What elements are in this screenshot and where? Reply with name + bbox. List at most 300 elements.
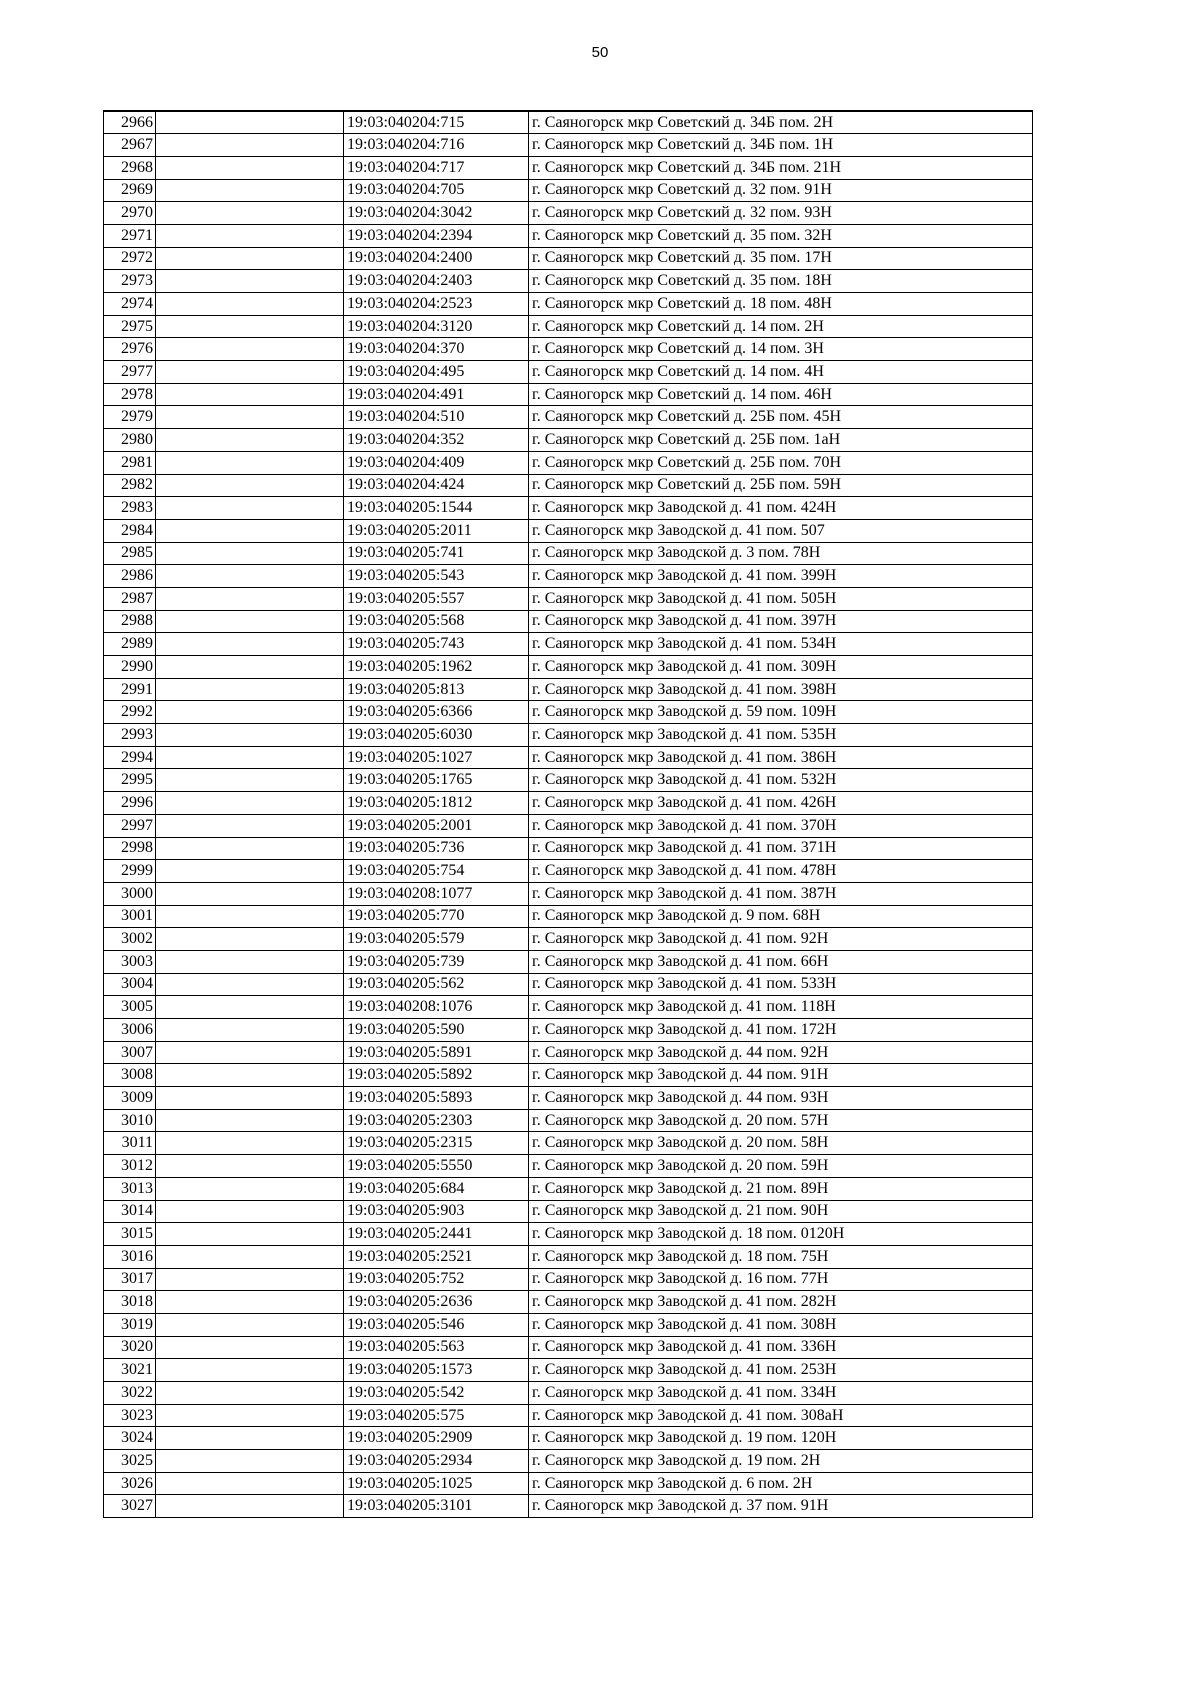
empty-cell: [156, 928, 344, 951]
page-number: 50: [591, 44, 609, 61]
row-number-cell: 2972: [104, 247, 156, 270]
row-number-cell: 2967: [104, 134, 156, 157]
table-row: [104, 1155, 1033, 1178]
cadastral-number-cell: 19:03:040204:491: [344, 383, 529, 406]
empty-cell: [156, 1427, 344, 1450]
row-number-cell: 2968: [104, 156, 156, 179]
table-row: [104, 1223, 1033, 1246]
cadastral-number-cell: 19:03:040204:495: [344, 361, 529, 384]
empty-cell: [156, 406, 344, 429]
address-cell: г. Саяногорск мкр Заводской д. 41 пом. 399Н: [529, 565, 1033, 588]
cadastral-number-cell: 19:03:040204:3120: [344, 315, 529, 338]
cadastral-number-cell: 19:03:040205:743: [344, 633, 529, 656]
address-cell: г. Саяногорск мкр Заводской д. 41 пом. 309Н: [529, 656, 1033, 679]
address-cell: г. Саяногорск мкр Заводской д. 41 пом. 92Н: [529, 928, 1033, 951]
empty-cell: [156, 1132, 344, 1155]
address-cell: г. Саяногорск мкр Советский д. 35 пом. 17Н: [529, 247, 1033, 270]
table-row: [104, 1177, 1033, 1200]
address-cell: г. Саяногорск мкр Заводской д. 41 пом. 397Н: [529, 610, 1033, 633]
address-cell: г. Саяногорск мкр Заводской д. 41 пом. 308Н: [529, 1313, 1033, 1336]
table-row: [104, 1268, 1033, 1291]
address-cell: г. Саяногорск мкр Заводской д. 41 пом. 533Н: [529, 973, 1033, 996]
row-number-cell: 3011: [104, 1132, 156, 1155]
table-row: [104, 1382, 1033, 1405]
table-row: [104, 1245, 1033, 1268]
address-cell: г. Саяногорск мкр Заводской д. 41 пом. 426Н: [529, 792, 1033, 815]
row-number-cell: 3013: [104, 1177, 156, 1200]
table-row: [104, 1200, 1033, 1223]
table-row: [104, 451, 1033, 474]
table-row: [104, 134, 1033, 157]
empty-cell: [156, 678, 344, 701]
table-row: [104, 429, 1033, 452]
cadastral-number-cell: 19:03:040205:546: [344, 1313, 529, 1336]
table-row: [104, 1336, 1033, 1359]
cadastral-number-cell: 19:03:040205:2521: [344, 1245, 529, 1268]
cadastral-number-cell: 19:03:040205:1573: [344, 1359, 529, 1382]
table-row: [104, 633, 1033, 656]
address-cell: г. Саяногорск мкр Заводской д. 37 пом. 91Н: [529, 1495, 1033, 1518]
cadastral-number-cell: 19:03:040205:1027: [344, 746, 529, 769]
row-number-cell: 2994: [104, 746, 156, 769]
address-cell: г. Саяногорск мкр Заводской д. 18 пом. 75Н: [529, 1245, 1033, 1268]
empty-cell: [156, 633, 344, 656]
empty-cell: [156, 1404, 344, 1427]
address-cell: г. Саяногорск мкр Советский д. 35 пом. 32Н: [529, 224, 1033, 247]
cadastral-number-cell: 19:03:040205:2315: [344, 1132, 529, 1155]
cadastral-number-cell: 19:03:040205:562: [344, 973, 529, 996]
empty-cell: [156, 542, 344, 565]
row-number-cell: 3004: [104, 973, 156, 996]
empty-cell: [156, 1245, 344, 1268]
address-cell: г. Саяногорск мкр Советский д. 14 пом. 4Н: [529, 361, 1033, 384]
table-row: [104, 814, 1033, 837]
table-row: [104, 542, 1033, 565]
address-cell: г. Саяногорск мкр Заводской д. 41 пом. 535Н: [529, 724, 1033, 747]
address-cell: г. Саяногорск мкр Заводской д. 41 пом. 507: [529, 519, 1033, 542]
table-row: [104, 1472, 1033, 1495]
cadastral-number-cell: 19:03:040205:2636: [344, 1291, 529, 1314]
address-cell: г. Саяногорск мкр Заводской д. 41 пом. 66Н: [529, 950, 1033, 973]
cadastral-number-cell: 19:03:040205:590: [344, 1019, 529, 1042]
cadastral-number-cell: 19:03:040205:736: [344, 837, 529, 860]
address-cell: г. Саяногорск мкр Заводской д. 41 пом. 371Н: [529, 837, 1033, 860]
table-row: [104, 1291, 1033, 1314]
cadastral-number-cell: 19:03:040205:903: [344, 1200, 529, 1223]
row-number-cell: 3000: [104, 882, 156, 905]
empty-cell: [156, 361, 344, 384]
address-cell: г. Саяногорск мкр Советский д. 14 пом. 3Н: [529, 338, 1033, 361]
empty-cell: [156, 474, 344, 497]
address-cell: г. Саяногорск мкр Заводской д. 20 пом. 57Н: [529, 1109, 1033, 1132]
empty-cell: [156, 1109, 344, 1132]
table-row: [104, 1109, 1033, 1132]
row-number-cell: 2979: [104, 406, 156, 429]
address-cell: г. Саяногорск мкр Заводской д. 59 пом. 109Н: [529, 701, 1033, 724]
row-number-cell: 3019: [104, 1313, 156, 1336]
address-cell: г. Саяногорск мкр Заводской д. 41 пом. 308аН: [529, 1404, 1033, 1427]
table-row: [104, 610, 1033, 633]
empty-cell: [156, 1064, 344, 1087]
address-cell: г. Саяногорск мкр Заводской д. 41 пом. 398Н: [529, 678, 1033, 701]
empty-cell: [156, 1223, 344, 1246]
table-row: [104, 928, 1033, 951]
table-row: [104, 1313, 1033, 1336]
address-cell: г. Саяногорск мкр Советский д. 25Б пом. 1аН: [529, 429, 1033, 452]
empty-cell: [156, 746, 344, 769]
row-number-cell: 2975: [104, 315, 156, 338]
address-cell: г. Саяногорск мкр Заводской д. 41 пом. 334Н: [529, 1382, 1033, 1405]
table-row: [104, 474, 1033, 497]
row-number-cell: 2969: [104, 179, 156, 202]
address-cell: г. Саяногорск мкр Советский д. 32 пом. 93Н: [529, 202, 1033, 225]
address-cell: г. Саяногорск мкр Заводской д. 6 пом. 2Н: [529, 1472, 1033, 1495]
empty-cell: [156, 247, 344, 270]
empty-cell: [156, 429, 344, 452]
table-row: [104, 656, 1033, 679]
empty-cell: [156, 701, 344, 724]
address-cell: г. Саяногорск мкр Советский д. 18 пом. 48Н: [529, 293, 1033, 316]
row-number-cell: 3010: [104, 1109, 156, 1132]
address-cell: г. Саяногорск мкр Заводской д. 9 пом. 68Н: [529, 905, 1033, 928]
row-number-cell: 2998: [104, 837, 156, 860]
row-number-cell: 3021: [104, 1359, 156, 1382]
cadastral-number-cell: 19:03:040205:1765: [344, 769, 529, 792]
empty-cell: [156, 1472, 344, 1495]
address-cell: г. Саяногорск мкр Заводской д. 41 пом. 505Н: [529, 587, 1033, 610]
row-number-cell: 2999: [104, 860, 156, 883]
address-cell: г. Саяногорск мкр Заводской д. 41 пом. 172Н: [529, 1019, 1033, 1042]
row-number-cell: 2996: [104, 792, 156, 815]
table-row: [104, 678, 1033, 701]
empty-cell: [156, 1087, 344, 1110]
address-cell: г. Саяногорск мкр Советский д. 34Б пом. 1Н: [529, 134, 1033, 157]
cadastral-number-cell: 19:03:040205:557: [344, 587, 529, 610]
cadastral-number-cell: 19:03:040204:715: [344, 111, 529, 134]
row-number-cell: 3026: [104, 1472, 156, 1495]
row-number-cell: 2989: [104, 633, 156, 656]
row-number-cell: 3012: [104, 1155, 156, 1178]
empty-cell: [156, 383, 344, 406]
cadastral-number-cell: 19:03:040204:352: [344, 429, 529, 452]
empty-cell: [156, 497, 344, 520]
table-row: [104, 701, 1033, 724]
table-row: [104, 406, 1033, 429]
cadastral-number-cell: 19:03:040205:568: [344, 610, 529, 633]
empty-cell: [156, 202, 344, 225]
row-number-cell: 2990: [104, 656, 156, 679]
cadastral-number-cell: 19:03:040205:770: [344, 905, 529, 928]
cadastral-number-cell: 19:03:040205:741: [344, 542, 529, 565]
table-row: [104, 383, 1033, 406]
empty-cell: [156, 837, 344, 860]
row-number-cell: 2966: [104, 111, 156, 134]
row-number-cell: 3005: [104, 996, 156, 1019]
address-cell: г. Саяногорск мкр Заводской д. 16 пом. 77Н: [529, 1268, 1033, 1291]
row-number-cell: 2984: [104, 519, 156, 542]
address-cell: г. Саяногорск мкр Советский д. 34Б пом. 21Н: [529, 156, 1033, 179]
address-cell: г. Саяногорск мкр Заводской д. 41 пом. 478Н: [529, 860, 1033, 883]
table-row: [104, 111, 1033, 134]
address-cell: г. Саяногорск мкр Советский д. 25Б пом. 59Н: [529, 474, 1033, 497]
cadastral-number-cell: 19:03:040205:542: [344, 1382, 529, 1405]
row-number-cell: 2988: [104, 610, 156, 633]
empty-cell: [156, 610, 344, 633]
table-row: [104, 996, 1033, 1019]
cadastral-number-cell: 19:03:040204:3042: [344, 202, 529, 225]
table-row: [104, 202, 1033, 225]
cadastral-number-cell: 19:03:040205:1025: [344, 1472, 529, 1495]
table-row: [104, 1019, 1033, 1042]
table-row: [104, 497, 1033, 520]
cadastral-number-cell: 19:03:040205:6030: [344, 724, 529, 747]
table-row: [104, 882, 1033, 905]
empty-cell: [156, 315, 344, 338]
address-cell: г. Саяногорск мкр Заводской д. 20 пом. 59Н: [529, 1155, 1033, 1178]
empty-cell: [156, 156, 344, 179]
empty-cell: [156, 1155, 344, 1178]
table-row: [104, 1427, 1033, 1450]
row-number-cell: 3018: [104, 1291, 156, 1314]
table-row: [104, 950, 1033, 973]
row-number-cell: 3002: [104, 928, 156, 951]
empty-cell: [156, 905, 344, 928]
row-number-cell: 2971: [104, 224, 156, 247]
table-row: [104, 769, 1033, 792]
table-row: [104, 905, 1033, 928]
empty-cell: [156, 792, 344, 815]
empty-cell: [156, 1313, 344, 1336]
row-number-cell: 3003: [104, 950, 156, 973]
address-cell: г. Саяногорск мкр Советский д. 14 пом. 46Н: [529, 383, 1033, 406]
row-number-cell: 3025: [104, 1450, 156, 1473]
table-row: [104, 837, 1033, 860]
registry-table: [103, 110, 1033, 1518]
row-number-cell: 3008: [104, 1064, 156, 1087]
cadastral-number-cell: 19:03:040205:739: [344, 950, 529, 973]
address-cell: г. Саяногорск мкр Заводской д. 41 пом. 370Н: [529, 814, 1033, 837]
table-row: [104, 1132, 1033, 1155]
row-number-cell: 2992: [104, 701, 156, 724]
cadastral-number-cell: 19:03:040205:813: [344, 678, 529, 701]
cadastral-number-cell: 19:03:040204:2523: [344, 293, 529, 316]
address-cell: г. Саяногорск мкр Заводской д. 41 пом. 424Н: [529, 497, 1033, 520]
cadastral-number-cell: 19:03:040208:1076: [344, 996, 529, 1019]
cadastral-number-cell: 19:03:040208:1077: [344, 882, 529, 905]
table-row: [104, 1064, 1033, 1087]
cadastral-number-cell: 19:03:040205:3101: [344, 1495, 529, 1518]
empty-cell: [156, 338, 344, 361]
empty-cell: [156, 111, 344, 134]
row-number-cell: 3017: [104, 1268, 156, 1291]
empty-cell: [156, 224, 344, 247]
address-cell: г. Саяногорск мкр Заводской д. 19 пом. 120Н: [529, 1427, 1033, 1450]
cadastral-number-cell: 19:03:040204:2403: [344, 270, 529, 293]
empty-cell: [156, 451, 344, 474]
empty-cell: [156, 1041, 344, 1064]
row-number-cell: 2987: [104, 587, 156, 610]
cadastral-number-cell: 19:03:040205:752: [344, 1268, 529, 1291]
address-cell: г. Саяногорск мкр Советский д. 25Б пом. 70Н: [529, 451, 1033, 474]
empty-cell: [156, 996, 344, 1019]
row-number-cell: 2976: [104, 338, 156, 361]
row-number-cell: 3027: [104, 1495, 156, 1518]
row-number-cell: 2970: [104, 202, 156, 225]
row-number-cell: 2978: [104, 383, 156, 406]
cadastral-number-cell: 19:03:040205:684: [344, 1177, 529, 1200]
table-row: [104, 224, 1033, 247]
cadastral-number-cell: 19:03:040205:575: [344, 1404, 529, 1427]
empty-cell: [156, 270, 344, 293]
row-number-cell: 2977: [104, 361, 156, 384]
table-row: [104, 724, 1033, 747]
address-cell: г. Саяногорск мкр Заводской д. 3 пом. 78Н: [529, 542, 1033, 565]
address-cell: г. Саяногорск мкр Заводской д. 41 пом. 336Н: [529, 1336, 1033, 1359]
empty-cell: [156, 1359, 344, 1382]
address-cell: г. Саяногорск мкр Заводской д. 41 пом. 118Н: [529, 996, 1033, 1019]
address-cell: г. Саяногорск мкр Советский д. 35 пом. 18Н: [529, 270, 1033, 293]
row-number-cell: 2993: [104, 724, 156, 747]
table-row: [104, 179, 1033, 202]
table-row: [104, 247, 1033, 270]
address-cell: г. Саяногорск мкр Заводской д. 20 пом. 58Н: [529, 1132, 1033, 1155]
cadastral-number-cell: 19:03:040205:2909: [344, 1427, 529, 1450]
table-row: [104, 1404, 1033, 1427]
row-number-cell: 2985: [104, 542, 156, 565]
cadastral-number-cell: 19:03:040205:2303: [344, 1109, 529, 1132]
row-number-cell: 3022: [104, 1382, 156, 1405]
row-number-cell: 2981: [104, 451, 156, 474]
cadastral-number-cell: 19:03:040205:543: [344, 565, 529, 588]
cadastral-number-cell: 19:03:040205:2011: [344, 519, 529, 542]
empty-cell: [156, 973, 344, 996]
cadastral-number-cell: 19:03:040204:2400: [344, 247, 529, 270]
row-number-cell: 2982: [104, 474, 156, 497]
row-number-cell: 2997: [104, 814, 156, 837]
address-cell: г. Саяногорск мкр Заводской д. 44 пом. 91Н: [529, 1064, 1033, 1087]
cadastral-number-cell: 19:03:040205:5550: [344, 1155, 529, 1178]
empty-cell: [156, 519, 344, 542]
empty-cell: [156, 769, 344, 792]
row-number-cell: 3001: [104, 905, 156, 928]
table-row: [104, 565, 1033, 588]
row-number-cell: 3024: [104, 1427, 156, 1450]
table-row: [104, 293, 1033, 316]
cadastral-number-cell: 19:03:040204:510: [344, 406, 529, 429]
address-cell: г. Саяногорск мкр Заводской д. 21 пом. 89Н: [529, 1177, 1033, 1200]
cadastral-number-cell: 19:03:040205:579: [344, 928, 529, 951]
address-cell: г. Саяногорск мкр Советский д. 34Б пом. 2Н: [529, 111, 1033, 134]
table-row: [104, 1041, 1033, 1064]
empty-cell: [156, 1200, 344, 1223]
empty-cell: [156, 1336, 344, 1359]
empty-cell: [156, 1268, 344, 1291]
address-cell: г. Саяногорск мкр Заводской д. 41 пом. 282Н: [529, 1291, 1033, 1314]
table-row: [104, 1450, 1033, 1473]
cadastral-number-cell: 19:03:040205:754: [344, 860, 529, 883]
cadastral-number-cell: 19:03:040204:409: [344, 451, 529, 474]
table-row: [104, 1087, 1033, 1110]
address-cell: г. Саяногорск мкр Советский д. 25Б пом. 45Н: [529, 406, 1033, 429]
row-number-cell: 3016: [104, 1245, 156, 1268]
table-row: [104, 746, 1033, 769]
cadastral-number-cell: 19:03:040205:2441: [344, 1223, 529, 1246]
table-row: [104, 361, 1033, 384]
row-number-cell: 3020: [104, 1336, 156, 1359]
empty-cell: [156, 1019, 344, 1042]
table-row: [104, 860, 1033, 883]
address-cell: г. Саяногорск мкр Заводской д. 41 пом. 253Н: [529, 1359, 1033, 1382]
table-row: [104, 270, 1033, 293]
empty-cell: [156, 1450, 344, 1473]
empty-cell: [156, 1495, 344, 1518]
cadastral-number-cell: 19:03:040205:5893: [344, 1087, 529, 1110]
address-cell: г. Саяногорск мкр Заводской д. 21 пом. 90Н: [529, 1200, 1033, 1223]
empty-cell: [156, 860, 344, 883]
table-row: [104, 156, 1033, 179]
cadastral-number-cell: 19:03:040205:2934: [344, 1450, 529, 1473]
row-number-cell: 2986: [104, 565, 156, 588]
empty-cell: [156, 882, 344, 905]
empty-cell: [156, 587, 344, 610]
cadastral-number-cell: 19:03:040205:1544: [344, 497, 529, 520]
empty-cell: [156, 565, 344, 588]
empty-cell: [156, 134, 344, 157]
cadastral-number-cell: 19:03:040205:2001: [344, 814, 529, 837]
row-number-cell: 2995: [104, 769, 156, 792]
address-cell: г. Саяногорск мкр Советский д. 32 пом. 91Н: [529, 179, 1033, 202]
row-number-cell: 3007: [104, 1041, 156, 1064]
cadastral-number-cell: 19:03:040205:1812: [344, 792, 529, 815]
row-number-cell: 2991: [104, 678, 156, 701]
row-number-cell: 3014: [104, 1200, 156, 1223]
table-row: [104, 587, 1033, 610]
empty-cell: [156, 1291, 344, 1314]
empty-cell: [156, 1382, 344, 1405]
table-row: [104, 338, 1033, 361]
cadastral-number-cell: 19:03:040204:2394: [344, 224, 529, 247]
cadastral-number-cell: 19:03:040205:5892: [344, 1064, 529, 1087]
address-cell: г. Саяногорск мкр Заводской д. 44 пом. 92Н: [529, 1041, 1033, 1064]
address-cell: г. Саяногорск мкр Заводской д. 44 пом. 93Н: [529, 1087, 1033, 1110]
cadastral-number-cell: 19:03:040204:705: [344, 179, 529, 202]
address-cell: г. Саяногорск мкр Заводской д. 41 пом. 532Н: [529, 769, 1033, 792]
empty-cell: [156, 724, 344, 747]
cadastral-number-cell: 19:03:040205:5891: [344, 1041, 529, 1064]
row-number-cell: 2980: [104, 429, 156, 452]
cadastral-number-cell: 19:03:040204:424: [344, 474, 529, 497]
cadastral-number-cell: 19:03:040204:717: [344, 156, 529, 179]
address-cell: г. Саяногорск мкр Заводской д. 18 пом. 0120Н: [529, 1223, 1033, 1246]
address-cell: г. Саяногорск мкр Заводской д. 41 пом. 386Н: [529, 746, 1033, 769]
table-row: [104, 1359, 1033, 1382]
table-row: [104, 973, 1033, 996]
row-number-cell: 3023: [104, 1404, 156, 1427]
address-cell: г. Саяногорск мкр Заводской д. 41 пом. 387Н: [529, 882, 1033, 905]
empty-cell: [156, 950, 344, 973]
empty-cell: [156, 293, 344, 316]
row-number-cell: 2974: [104, 293, 156, 316]
table-row: [104, 1495, 1033, 1518]
empty-cell: [156, 656, 344, 679]
table-row: [104, 519, 1033, 542]
table-row: [104, 315, 1033, 338]
row-number-cell: 3009: [104, 1087, 156, 1110]
empty-cell: [156, 179, 344, 202]
row-number-cell: 3015: [104, 1223, 156, 1246]
cadastral-number-cell: 19:03:040204:370: [344, 338, 529, 361]
row-number-cell: 3006: [104, 1019, 156, 1042]
